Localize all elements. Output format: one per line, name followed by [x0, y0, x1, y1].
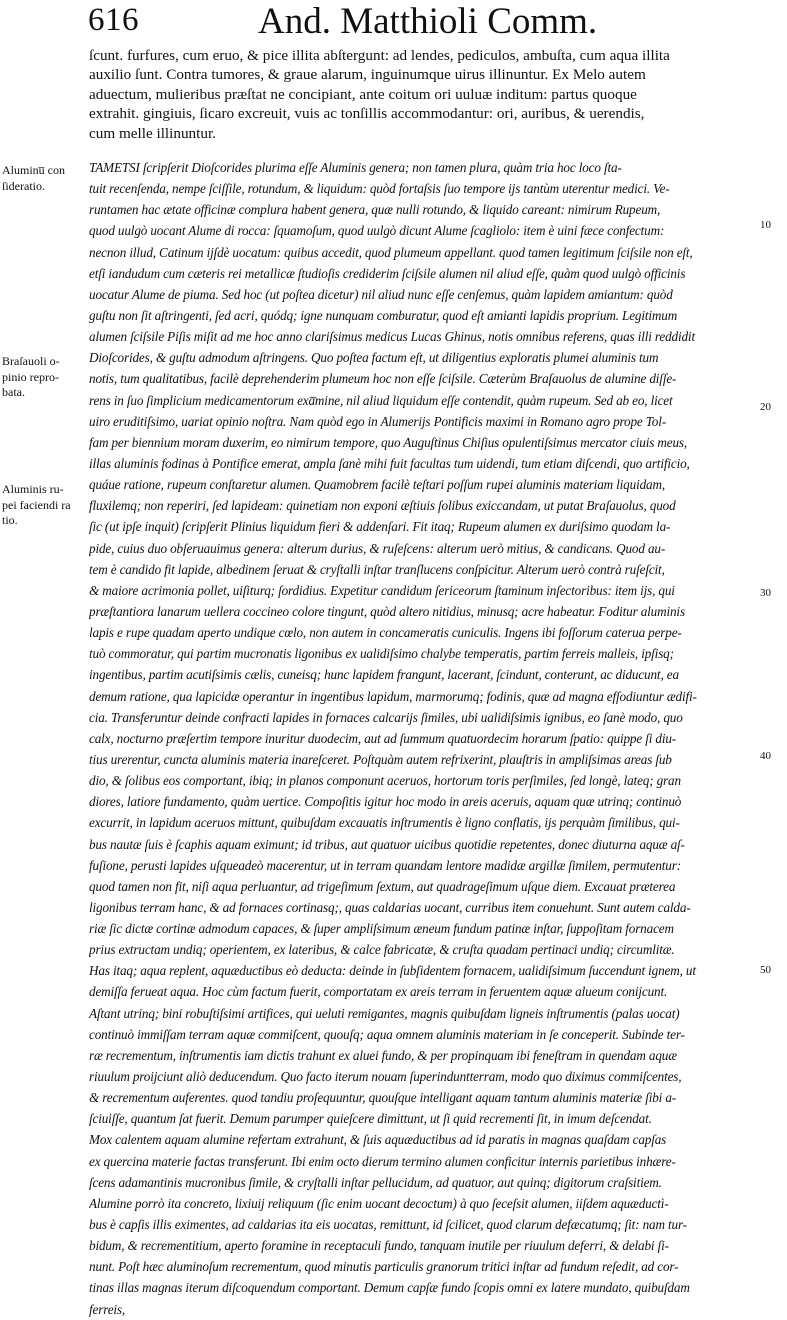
margin-note-line: pinio repro- — [2, 369, 59, 384]
intro-line: aduectum, mulieribus præſtat ne concipiant, ante coitum ori uuluæ inditum: partus quoque — [89, 85, 637, 103]
text-line: bus è capſis illis eximentes, ad caldarias ita eis uocatas, remittunt, id ſcilicet, quod clarum defæcatumq; ſit: nam tur- — [89, 1217, 687, 1233]
intro-paragraph — [89, 46, 761, 143]
text-line: Has itaq; aqua replent, aquæductibus eò deducta: deinde in ſubſidentem fornacem, ualidiſsimum ſuccendunt ignem, ut — [89, 963, 696, 979]
text-line: fuſione, perusti lapides uſqueadeò macerentur, ut in terram quandam lentore madidæ argillæ ſimilem, permutentur: — [89, 857, 681, 873]
margin-note-line: pei faciendi ra — [2, 497, 71, 512]
text-line: bidum, & recrementitium, aperto foramine in receptaculi fundo, tanquam inutile per riuulum deferri, & delabi ſi- — [89, 1238, 669, 1254]
text-line: prius extructam undiq; operientem, ex lateribus, & calce fabricatæ, & cruſta quadam pertinaci undiq; circumlitæ. — [89, 942, 675, 958]
text-line: quod uulgò uocant Alume di rocca: ſquamoſum, quod uulgò dicunt Alume ſcagliolo: item è uini fæce confectum: — [89, 223, 665, 239]
text-line: Aſtant utrinq; bini robuſtiſsimi artifices, qui ueluti remigantes, magnis quibuſdam ligneis inſtrumentis (palas uocat) — [89, 1005, 680, 1021]
text-line: fam per biennium moram duxerim, eo nimirum tempore, quo Auguſtinus Chiſius opulentiſsimus mercator ciuis meus, — [89, 434, 688, 450]
text-line: Mox calentem aquam alumine refertam extrahunt, & ſuis aquæductibus ad id paratis in magnas quaſdam capſas — [89, 1132, 667, 1148]
margin-note-line: bata. — [2, 385, 25, 399]
text-line: TAMETSI ſcripſerit Dioſcorides plurima eſſe Aluminis genera; non tamen plura, quàm tria hoc loco ſta- — [89, 160, 622, 175]
text-line: illas aluminis fodinas à Pontifice emerat, ampla ſanè mihi fuit facultas tum uidendi, tum etiam diſcendi, quo artificio, — [89, 455, 690, 471]
text-line: calx, nocturno præſertim tempore inuritur duodecim, aut ad ſummum quatuordecim horarum ſpatio: quippe ſi diu- — [89, 730, 677, 746]
text-line: præſtantiora lanarum uellera coccineo colore tingunt, quòd altero nitidius, minusq; acre habeatur. Foditur aluminis — [89, 603, 685, 619]
text-line: Dioſcorides, & guſtu admodum aſtringens. Quo poſtea factum eſt, ut diligentius exploratis plumei aluminis tum — [89, 350, 659, 366]
text-line: diores, latiore fundamento, quàm uertice. Compoſitis igitur hoc modo in areis aceruis, aquam quæ utrinq; continuò — [89, 794, 682, 810]
text-line: & recrementum auferentes. quod tandiu proſequuntur, quouſque intelligant aquam tantum aluminis materiæ ſibi a- — [89, 1090, 677, 1106]
text-line: pide, cuius duo obſeruauimus genera: alterum durius, & ruſeſcens: alterum uerò mitius, & candicans. Quod au- — [89, 540, 666, 556]
line-number: 30 — [760, 587, 771, 599]
intro-line: extrahit. gingiuis, ſicaro excreuit, vuis ac tonſillis accommodantur: ori, auribus, & uerendis, — [89, 105, 645, 123]
text-line: notis, tum qualitatibus, facilè deprehenderim plumeum hoc non eſſe ſciſsile. Cæterùm Braſauolus de alumine diſſe- — [89, 371, 677, 387]
margin-note-brasauoli-opinio — [2, 354, 86, 401]
text-line: excurrit, in lapidum aceruos mittunt, quibuſdam excauatis inſtrumentis è ligno conflatis, ijs perquàm ſimilibus, qui- — [89, 815, 680, 831]
intro-line: cum melle illinuntur. — [89, 124, 216, 142]
page-number: 616 — [88, 2, 139, 38]
line-number: 10 — [760, 219, 771, 231]
text-line: tem è candido fit lapide, albedinem ſeruat & cryſtalli inſtar tranſlucens conſpicitur. Alterum uerò contrà ruſeſcit, — [89, 561, 665, 577]
text-line: ſic (ut ipſe inquit) ſcripſerit Plinius liquidum fieri & addenſari. Fit itaq; Rupeum alumen ex duriſsimo quodam la- — [89, 519, 671, 535]
text-line: quod tamen non fit, niſi aqua perluantur, ad trigeſimum ſextum, aut quadrageſimum uſque diem. Excauat præterea — [89, 878, 676, 894]
text-line: tinas illas magnas iterum diſcoquendum comportant. Demum capſæ fundo ſcopis omni ex latere mundato, quibuſdam — [89, 1280, 690, 1296]
text-line: etſi iandudum cum cæteris rei metallicæ ſtudioſis crediderim ſciſsile alumen nil aliud eſſe, quàm quod uulgò officinis — [89, 265, 686, 281]
text-line: runtamen hac ætate officinæ complura habent genera, quæ nulli rotundo, & liquido careant: nimirum Rupeum, — [89, 202, 661, 218]
text-line: nunt. Poſt hæc aluminoſum recrementum, quod minutis particulis granorum tritici inſtar ad fundum reſedit, ad cor- — [89, 1259, 679, 1275]
text-line: uiro eruditiſsimo, uariat opinio noſtra. Nam quòd ego in Alumerijs Pontificis maximi in Romano agro prope Tol- — [89, 413, 666, 429]
text-line: guſtu non ſit aſtringenti, ſed acri, quódq; igne nunquam comburatur, quod eſt amianti lapidis proprium. Legitimum — [89, 307, 678, 323]
text-line: demiſſa ferueat aqua. Hoc cùm factum fuerit, comportatam ex areis terram in feruentem aquæ alueum conijcunt. — [89, 984, 668, 1000]
line-number: 50 — [760, 964, 771, 976]
text-line: uocatur Alume de piuma. Sed hoc (ut poſtea dicetur) nil aliud nunc eſſe cenſemus, quàm lapidem amiantum: quòd — [89, 286, 673, 302]
intro-line: ſcunt. furfures, cum eruo, & pice illita abſtergunt: ad lendes, pediculos, ambuſta, cum aqua illita — [89, 47, 670, 64]
line-number: 20 — [760, 401, 771, 413]
text-line: ſcens adamantinis mucronibus ſimile, & cryſtalli inſtar pellucidum, ad quatuor, aut quinq; digitorum craſsitiem. — [89, 1174, 662, 1190]
page-header — [0, 0, 787, 44]
margin-note-aluminis-rupei — [2, 482, 86, 529]
text-line: ſciuiſſe, quantum ſat fuerit. Demum parumper quieſcere dimittunt, ut ſi quid recrementi ſit, in imum deſcendat. — [89, 1111, 652, 1127]
text-line: bus nautæ ſuis è ſcaphis aquam eximunt; id tribus, aut quatuor uicibus quotidie repetentes, donec diuturna aquæ aſ- — [89, 836, 685, 852]
text-line: tius urerentur, cuncta aluminis materia inareſceret. Poſtquàm autem refrixerint, plauſtris in ampliſsimas areas ſub — [89, 751, 672, 767]
text-line: necnon illud, Catinum ijſdè uocatum: quibus accedit, quod plumeum appellant. quod tamen legitimum ſciſsile non eſt, — [89, 244, 693, 260]
text-line: ræ recrementum, inſtrumentis iam dictis trahunt ex aluei fundo, & per propinquam ibi feneſtram in quendam aquæ — [89, 1047, 677, 1063]
text-line: tuò commoratur, qui partim mucronatis ligonibus ex ualidiſsimo chalybe temperatis, partim ferreis malleis, ipſisq; — [89, 646, 674, 662]
text-line: ligonibus terram hanc, & ad fornaces cortinasq;, quas caldarias uocant, curribus item conuehunt. Sunt autem calda- — [89, 899, 691, 915]
text-line: ex quercina materie factas transferunt. Ibi enim octo dierum termino alumen conficitur internis parietibus inhære- — [89, 1153, 676, 1169]
line-number: 40 — [760, 750, 771, 762]
margin-note-line: Aluminis ru- — [2, 482, 64, 496]
margin-note-line: Aluminu̅ con — [2, 163, 65, 177]
text-line: lapis e rupe quadam aperto undique cœlo, non autem in concameratis cuniculis. Ingens ibi foſſorum caterua perpe- — [89, 625, 682, 641]
margin-note-alumen-consideratio — [2, 163, 86, 194]
text-line: fluxilemq; non reperiri, ſed lapideam: quinetiam non exponi æſtiuis ſolibus exiccandam, ut putat Braſauolus, quod — [89, 498, 676, 514]
text-line: rens in ſuo ſimplicium medicamentorum exa̅mine, nil aliud liquidum eſſe contendit, quàm rupeum. Sed ab eo, licet — [89, 392, 673, 408]
margin-note-line: ſideratio. — [2, 178, 45, 193]
text-line: continuò immiſſam terram aquæ commiſcent, quouſq; aqua omnem aluminis materiam in ſe conceperit. Subinde ter- — [89, 1026, 685, 1042]
text-line: quáue ratione, rupeum conſtaretur alumen. Quamobrem facilè teſtari poſſum rupei aluminis materiam liquidam, — [89, 477, 665, 493]
text-line: dio, & ſolibus eos comportant, ibiq; in planos componunt aceruos, hortorum toris perſimiles, ſed longè, lateq; gran — [89, 773, 681, 789]
text-line: riuulum proijciunt aliò deducendum. Quo facto iterum nouam ſuperinduntterram, modo quo diximus commiſcentes, — [89, 1069, 682, 1085]
text-line: ferreis, — [89, 1301, 126, 1317]
text-line: ingentibus, partim acutiſsimis cælis, cuneisq; hunc lapidem frangunt, lacerant, ſcindunt, conterunt, ac diducunt, ea — [89, 667, 679, 683]
text-line: Alumine porrò ita concreto, lixiuij reliquum (ſic enim uocant decoctum) à quo ſeceſsit alumen, iiſdem aquæductì- — [89, 1195, 669, 1211]
intro-line: auxilio ſunt. Contra tumores, & graue alarum, inguinumque uirus illinuntur. Ex Melo autem — [89, 66, 646, 84]
margin-note-line: tio. — [2, 513, 18, 527]
text-line: & maiore acrimonia pollet, uiſiturq; ſordidius. Expetitur candidum ſericeorum ſtaminum inſectoribus: item ijs, qui — [89, 582, 675, 598]
text-line: tuit recenſenda, nempe ſciſſile, rotundum, & liquidum: quòd fortaſsis ſuo tempore ijs tantùm uterentur medici. Ve- — [89, 181, 670, 197]
main-commentary — [89, 157, 765, 1320]
text-line: riæ ſic dictæ cortinæ admodum capaces, & ſuper ampliſsimum æneum fundum patinæ inſtar, ſuppoſitam fornacem — [89, 921, 674, 937]
text-line: alumen ſciſsile Piſis miſit ad me hoc anno clariſsimus medicus Lucas Ghinus, notis omnibus referens, quas illi reddidit — [89, 329, 695, 345]
margin-note-line: Braſauoli o- — [2, 354, 60, 368]
text-line: demum ratione, qua lapicidæ operantur in ingentibus lapidum, marmorumq; fodinis, quæ ad magna efſodiuntur ædifi- — [89, 688, 697, 704]
text-line: cia. Transferuntur deinde confracti lapides in fornaces calcarijs ſimiles, ubi ualidiſsimis ignibus, eo ſanè modo, quo — [89, 709, 683, 725]
running-title: And. Matthioli Comm. — [258, 1, 598, 42]
